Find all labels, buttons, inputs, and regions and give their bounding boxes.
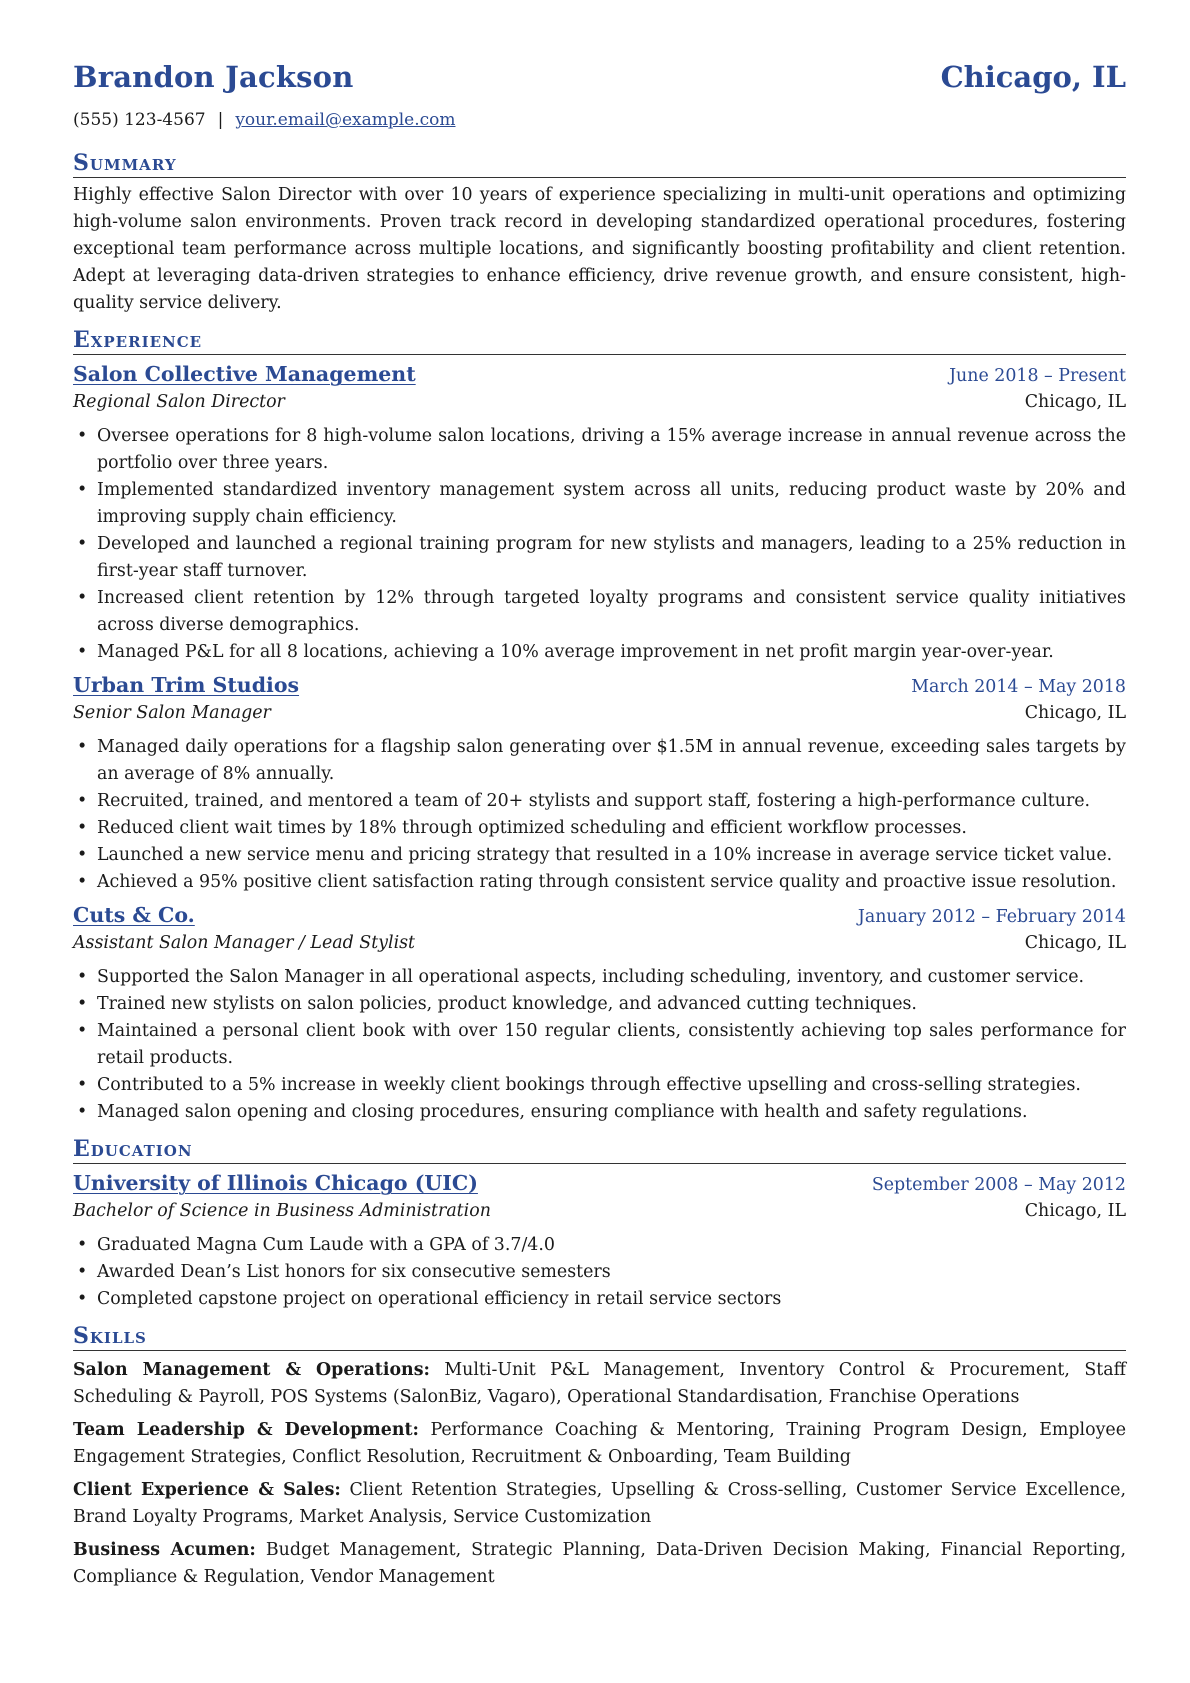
skill-items: Client Retention Strategies, Upselling & Cross-selling, Customer Service Excellence, Brand Loyalty Programs, Market Analysis, Service Customization — [73, 1480, 1126, 1527]
bullet-item: • Achieved a 95% positive client satisfaction rating through consistent service quality and proactive issue resolution. — [73, 869, 1126, 896]
job-dates: March 2014 – May 2018 — [911, 677, 1126, 697]
skill-group — [73, 1477, 1126, 1531]
education-dates: September 2008 – May 2012 — [871, 1175, 1126, 1195]
job-role: Regional Salon Director — [73, 392, 285, 412]
contact-line — [73, 110, 1126, 140]
skill-group — [73, 1357, 1126, 1411]
bullet-item: • Managed salon opening and closing procedures, ensuring compliance with health and safety regulations. — [73, 1099, 1126, 1126]
email-link[interactable]: your.email@example.com — [235, 110, 456, 130]
skill-group — [73, 1537, 1126, 1591]
header-location: Chicago, IL — [940, 60, 1126, 94]
bullet-item: • Managed P&L for all 8 locations, achieving a 10% average improvement in net profit margin year-over-year. — [73, 639, 1126, 666]
bullet-item: • Developed and launched a regional training program for new stylists and managers, leading to a 25% reduction in first-year staff turnover. — [73, 531, 1126, 585]
bullet-item: • Increased client retention by 12% through targeted loyalty programs and consistent service quality initiatives across diverse demographics. — [73, 585, 1126, 639]
bullet-item: • Reduced client wait times by 18% through optimized scheduling and efficient workflow processes. — [73, 815, 1126, 842]
bullet-item: • Trained new stylists on salon policies, product knowledge, and advanced cutting techniques. — [73, 991, 1126, 1018]
bullet-item: • Contributed to a 5% increase in weekly client bookings through effective upselling and cross-selling strategies. — [73, 1072, 1126, 1099]
job-role: Assistant Salon Manager / Lead Stylist — [73, 933, 416, 953]
section-title-summary: Summary — [73, 150, 1126, 178]
company-name[interactable]: Salon Collective Management — [73, 362, 416, 386]
education-bullets — [73, 1232, 1126, 1313]
job-dates: June 2018 – Present — [949, 366, 1126, 386]
job-entry — [73, 901, 1126, 1126]
job-entry — [73, 671, 1126, 896]
job-dates: January 2012 – February 2014 — [857, 907, 1126, 927]
job-bullets — [73, 423, 1126, 666]
bullet-item: • Supported the Salon Manager in all operational aspects, including scheduling, inventory, and customer service. — [73, 964, 1126, 991]
school-name[interactable]: University of Illinois Chicago (UIC) — [73, 1171, 478, 1195]
job-bullets — [73, 964, 1126, 1126]
section-title-skills: Skills — [73, 1323, 1126, 1351]
skill-items: Multi-Unit P&L Management, Inventory Control & Procurement, Staff Scheduling & Payroll, POS Systems (SalonBiz, Vagaro), Operational Standardisation, Franchise Operations — [73, 1360, 1126, 1407]
bullet-item: • Managed daily operations for a flagship salon generating over $1.5M in annual revenue, exceeding sales targets by an average of 8% annually. — [73, 734, 1126, 788]
bullet-item: • Awarded Dean’s List honors for six consecutive semesters — [73, 1259, 1126, 1286]
phone-number: (555) 123-4567 — [73, 110, 206, 130]
bullet-item: • Recruited, trained, and mentored a team of 20+ stylists and support staff, fostering a high-performance culture. — [73, 788, 1126, 815]
bullet-item: • Graduated Magna Cum Laude with a GPA of 3.7/4.0 — [73, 1232, 1126, 1259]
section-title-experience: Experience — [73, 327, 1126, 355]
skill-category: Client Experience & Sales: — [73, 1480, 341, 1500]
job-entry — [73, 360, 1126, 666]
job-location: Chicago, IL — [1024, 703, 1126, 723]
section-title-education: Education — [73, 1136, 1126, 1164]
degree: Bachelor of Science in Business Administration — [73, 1201, 491, 1221]
job-location: Chicago, IL — [1024, 933, 1126, 953]
candidate-name: Brandon Jackson — [73, 60, 354, 94]
job-role: Senior Salon Manager — [73, 703, 271, 723]
bullet-item: • Launched a new service menu and pricing strategy that resulted in a 10% increase in average service ticket value. — [73, 842, 1126, 869]
education-location: Chicago, IL — [1024, 1201, 1126, 1221]
education-entry — [73, 1169, 1126, 1313]
bullet-item: • Oversee operations for 8 high-volume salon locations, driving a 15% average increase in annual revenue across the portfolio over three years. — [73, 423, 1126, 477]
skill-category: Salon Management & Operations: — [73, 1360, 430, 1380]
resume-page — [73, 60, 1126, 1591]
job-location: Chicago, IL — [1024, 392, 1126, 412]
skill-items: Performance Coaching & Mentoring, Training Program Design, Employee Engagement Strategies, Conflict Resolution, Recruitment & Onboarding, Team Building — [73, 1420, 1126, 1467]
bullet-item: • Completed capstone project on operational efficiency in retail service sectors — [73, 1286, 1126, 1313]
summary-text: Highly effective Salon Director with over 10 years of experience specializing in multi-unit operations and optimizing high-volume salon environments. Proven track record in developing standardized operational procedures, fostering exceptional team performance across multiple locations, and significantly boosting profitability and client retention. Adept at leveraging data-driven strategies to enhance efficiency, drive revenue growth, and ensure consistent, high-quality service delivery. — [73, 185, 1126, 313]
bullet-item: • Maintained a personal client book with over 150 regular clients, consistently achieving top sales performance for retail products. — [73, 1018, 1126, 1072]
job-bullets — [73, 734, 1126, 896]
contact-separator: | — [217, 110, 224, 130]
skill-category: Team Leadership & Development: — [73, 1420, 419, 1440]
bullet-item: • Implemented standardized inventory management system across all units, reducing product waste by 20% and improving supply chain efficiency. — [73, 477, 1126, 531]
company-name[interactable]: Cuts & Co. — [73, 903, 195, 927]
header — [73, 60, 1126, 104]
skill-group — [73, 1417, 1126, 1471]
skill-category: Business Acumen: — [73, 1540, 256, 1560]
company-name[interactable]: Urban Trim Studios — [73, 673, 300, 697]
skill-items: Budget Management, Strategic Planning, Data-Driven Decision Making, Financial Reporting, Compliance & Regulation, Vendor Management — [73, 1540, 1126, 1587]
